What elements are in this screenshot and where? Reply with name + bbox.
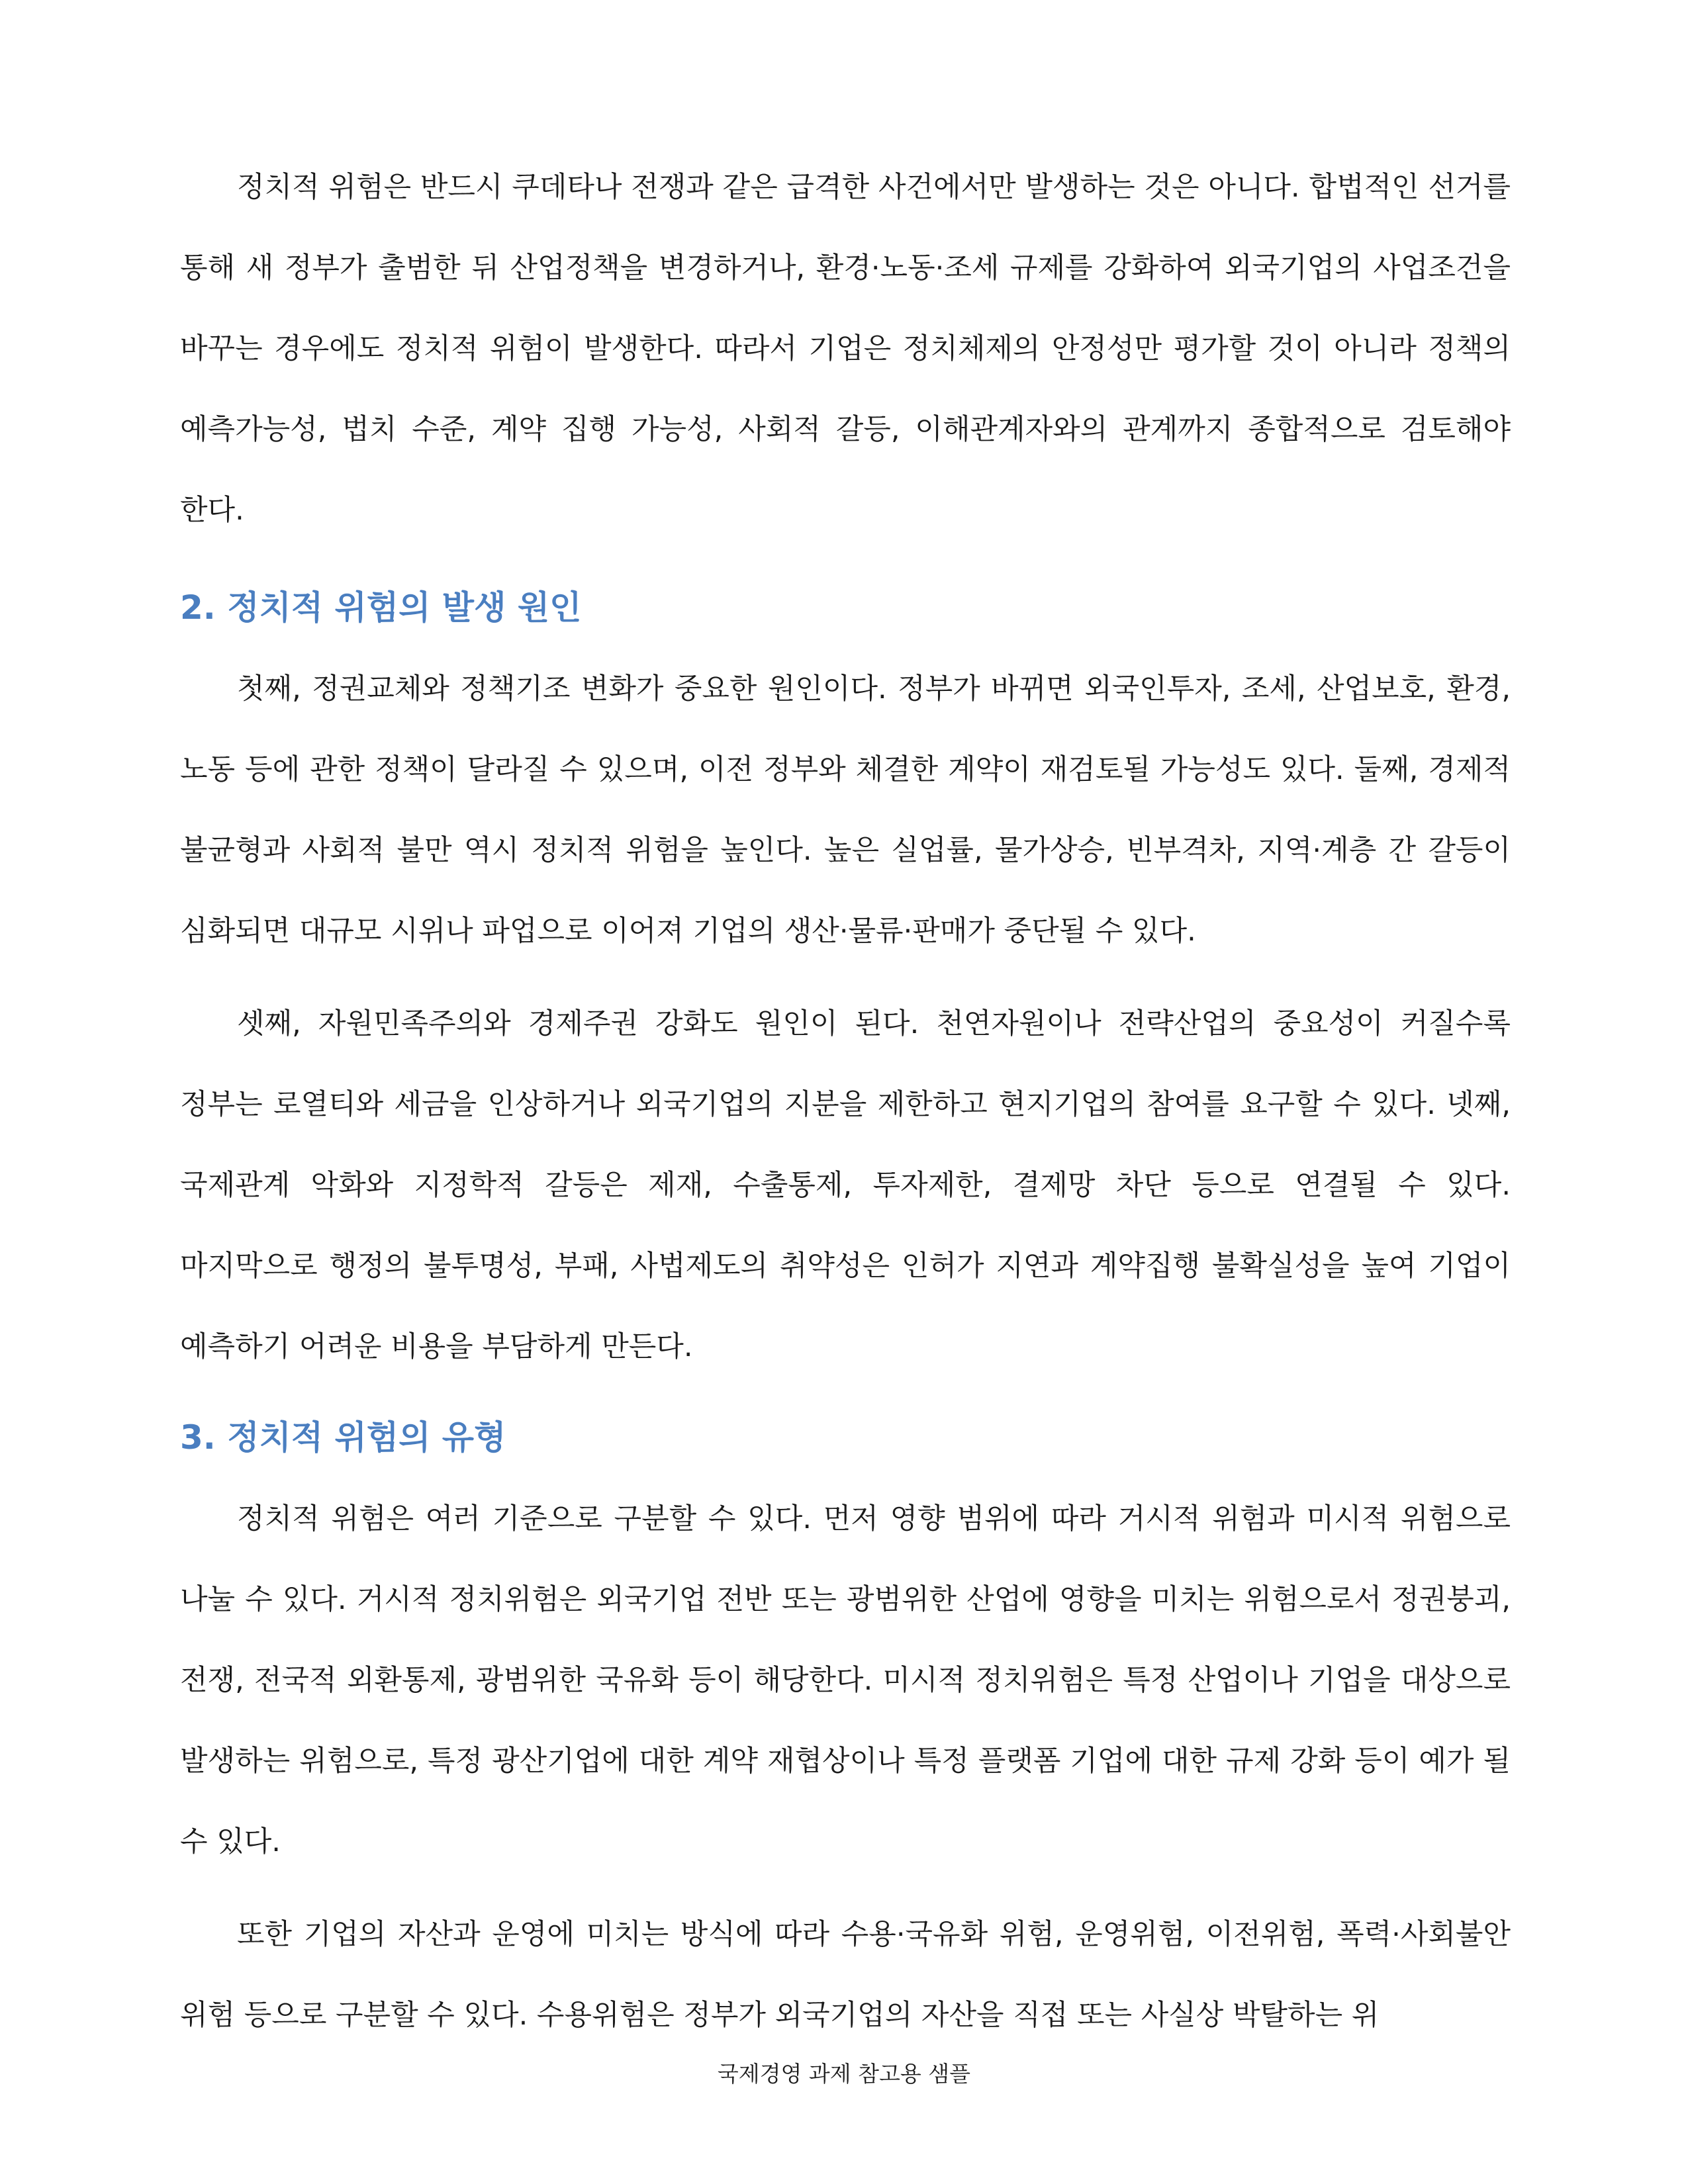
section-heading-types: 3. 정치적 위험의 유형 <box>180 1418 506 1457</box>
types-paragraph-2: 또한 기업의 자산과 운영에 미치는 방식에 따라 수용·국유화 위험, 운영위험, 이전위험, 폭력·사회불안 위험 등으로 구분할 수 있다. 수용위험은 정부가 외국기업의 자산을 직접 또는 사실상 박탈하는 위 <box>180 1918 1511 2032</box>
intro-paragraph: 정치적 위험은 반드시 쿠데타나 전쟁과 같은 급격한 사건에서만 발생하는 것은 아니다. 합법적인 선거를 통해 새 정부가 출범한 뒤 산업정책을 변경하거나, 환경·노동·조세 규제를 강화하여 외국기업의 사업조건을 바꾸는 경우에도 정치적 위험이 발생한다. 따라서 기업은 정치체제의 안정성만 평가할 것이 아니라 정책의 예측가능성, 법치 수준, 계약 집행 가능성, 사회적 갈등, 이해관계자와의 관계까지 종합적으로 검토해야 한다. <box>180 171 1511 527</box>
section-heading-causes: 2. 정치적 위험의 발생 원인 <box>180 588 582 627</box>
causes-paragraph-1: 첫째, 정권교체와 정책기조 변화가 중요한 원인이다. 정부가 바뀌면 외국인투자, 조세, 산업보호, 환경, 노동 등에 관한 정책이 달라질 수 있으며, 이전 정부와 체결한 계약이 재검토될 가능성도 있다. 둘째, 경제적 불균형과 사회적 불만 역시 정치적 위험을 높인다. 높은 실업률, 물가상승, 빈부격차, 지역·계층 간 갈등이 심화되면 대규모 시위나 파업으로 이어져 기업의 생산·물류·판매가 중단될 수 있다. <box>180 672 1511 948</box>
causes-paragraph-2: 셋째, 자원민족주의와 경제주권 강화도 원인이 된다. 천연자원이나 전략산업의 중요성이 커질수록 정부는 로열티와 세금을 인상하거나 외국기업의 지분을 제한하고 현지기업의 참여를 요구할 수 있다. 넷째, 국제관계 악화와 지정학적 갈등은 제재, 수출통제, 투자제한, 결제망 차단 등으로 연결될 수 있다. 마지막으로 행정의 불투명성, 부패, 사법제도의 취약성은 인허가 지연과 계약집행 불확실성을 높여 기업이 예측하기 어려운 비용을 부담하게 만든다. <box>180 1007 1511 1363</box>
types-paragraph-1: 정치적 위험은 여러 기준으로 구분할 수 있다. 먼저 영향 범위에 따라 거시적 위험과 미시적 위험으로 나눌 수 있다. 거시적 정치위험은 외국기업 전반 또는 광범위한 산업에 영향을 미치는 위험으로서 정권붕괴, 전쟁, 전국적 외환통제, 광범위한 국유화 등이 해당한다. 미시적 정치위험은 특정 산업이나 기업을 대상으로 발생하는 위험으로, 특정 광산기업에 대한 계약 재협상이나 특정 플랫폼 기업에 대한 규제 강화 등이 예가 될 수 있다. <box>180 1502 1511 1858</box>
document-body <box>180 147 1511 2056</box>
page-footer: 국제경영 과제 참고용 샘플 <box>717 2061 971 2087</box>
